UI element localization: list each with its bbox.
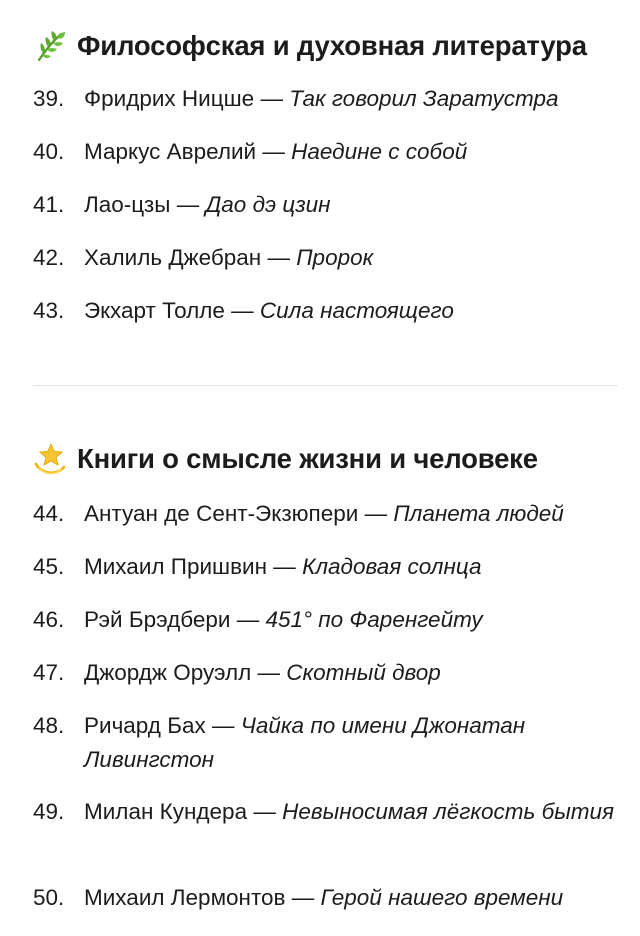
section-meaning-of-life xyxy=(0,437,640,910)
separator: — xyxy=(267,245,290,270)
item-number: 45. xyxy=(33,554,65,579)
item-number: 49. xyxy=(33,799,65,824)
author: Халиль Джебран xyxy=(84,245,262,270)
author: Экхарт Толле xyxy=(84,298,225,323)
book-title: Наедине с собой xyxy=(291,139,468,164)
book-title: Дао дэ цзин xyxy=(205,192,331,217)
book-title: Пророк xyxy=(296,245,374,270)
section-heading xyxy=(0,24,640,68)
dizzy-star-icon xyxy=(33,442,67,476)
item-number: 48. xyxy=(33,713,65,738)
author: Михаил Лермонтов xyxy=(84,885,286,910)
section-philosophy xyxy=(0,24,640,323)
book-title: 451° по Фаренгейту xyxy=(265,607,483,632)
herb-icon xyxy=(33,29,67,63)
separator: — xyxy=(253,799,276,824)
book-title: Невыносимая лёгкость бытия xyxy=(282,799,615,824)
separator: — xyxy=(262,139,285,164)
item-number: 42. xyxy=(33,245,65,270)
item-number: 50. xyxy=(33,885,65,910)
separator: — xyxy=(257,660,280,685)
item-number: 40. xyxy=(33,139,65,164)
author: Антуан де Сент-Экзюпери xyxy=(84,501,359,526)
item-number: 47. xyxy=(33,660,65,685)
book-title: Чайка по имени Джонатан Ливингстон xyxy=(84,713,526,772)
item-number: 43. xyxy=(33,298,65,323)
author: Ричард Бах xyxy=(84,713,206,738)
separator: — xyxy=(260,86,283,111)
book-title: Кладовая солнца xyxy=(302,554,482,579)
separator: — xyxy=(291,885,315,910)
book-title: Планета людей xyxy=(393,501,564,526)
author: Михаил Пришвин xyxy=(84,554,268,579)
book-title: Так говорил Заратустра xyxy=(289,86,559,111)
separator: — xyxy=(364,501,388,526)
author: Рэй Брэдбери xyxy=(84,607,231,632)
author: Джордж Оруэлл xyxy=(84,660,252,685)
item-number: 39. xyxy=(33,86,65,111)
book-title: Скотный двор xyxy=(286,660,441,685)
section-title: Философская и духовная литература xyxy=(77,30,587,61)
section-title: Книги о смысле жизни и человеке xyxy=(77,443,538,474)
separator: — xyxy=(231,298,254,323)
section-divider xyxy=(33,385,618,386)
author: Милан Кундера xyxy=(84,799,248,824)
section-heading xyxy=(0,437,640,481)
separator: — xyxy=(211,713,235,738)
author: Маркус Аврелий xyxy=(84,139,257,164)
book-title: Герой нашего времени xyxy=(320,885,564,910)
author: Фридрих Ницше xyxy=(84,86,255,111)
separator: — xyxy=(236,607,260,632)
item-number: 44. xyxy=(33,501,65,526)
separator: — xyxy=(273,554,296,579)
separator: — xyxy=(176,192,200,217)
author: Лао-цзы xyxy=(84,192,171,217)
book-title: Сила настоящего xyxy=(259,298,454,323)
item-number: 46. xyxy=(33,607,65,632)
item-number: 41. xyxy=(33,192,65,217)
